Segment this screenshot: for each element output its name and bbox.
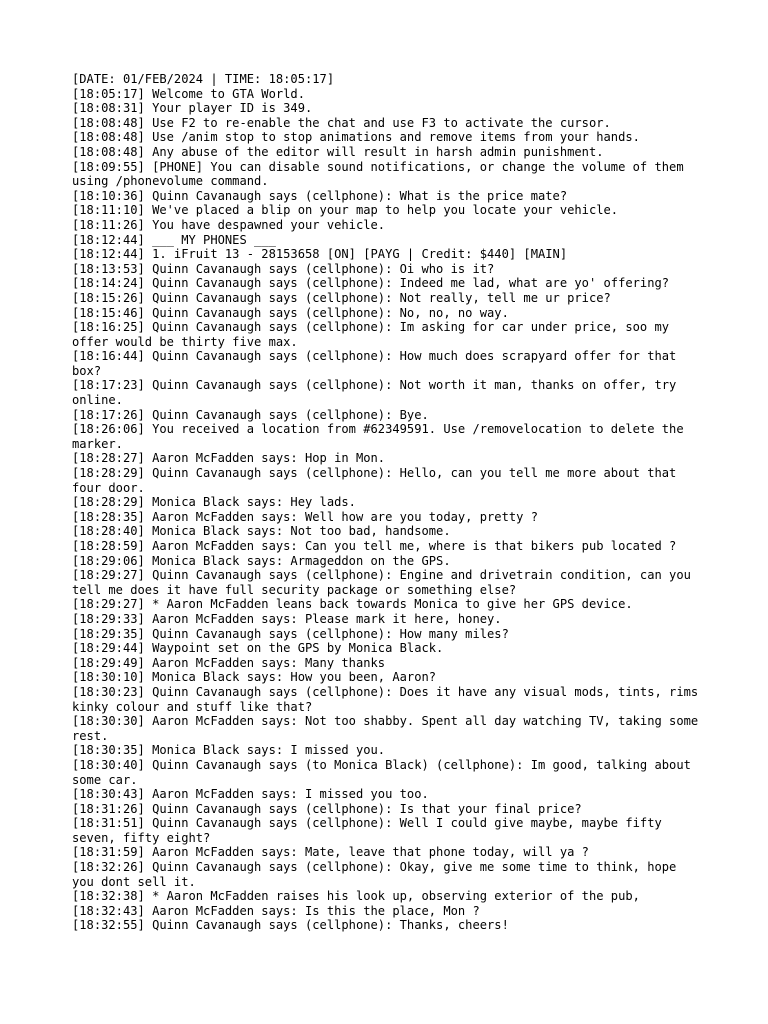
chat-line: [18:11:26] You have despawned your vehicle. (72, 217, 386, 232)
chat-log (72, 72, 702, 933)
chat-line: [18:10:36] Quinn Cavanaugh says (cellphone): What is the price mate? (72, 188, 568, 203)
chat-line: [18:30:43] Aaron McFadden says: I missed you too. (72, 787, 429, 802)
chat-line: [18:28:27] Aaron McFadden says: Hop in Mon. (72, 451, 386, 466)
chat-line: [DATE: 01/FEB/2024 | TIME: 18:05:17] (72, 72, 335, 86)
chat-line: [18:29:27] Quinn Cavanaugh says (cellphone): Engine and drivetrain condition, can you tell me does it have full security package or something else? (72, 568, 691, 597)
chat-line: [18:32:38] * Aaron McFadden raises his look up, observing exterior of the pub, (72, 889, 640, 904)
chat-line: [18:30:10] Monica Black says: How you been, Aaron? (72, 670, 437, 685)
chat-line: [18:14:24] Quinn Cavanaugh says (cellphone): Indeed me lad, what are yo' offering? (72, 276, 670, 291)
chat-line: [18:13:53] Quinn Cavanaugh says (cellphone): Oi who is it? (72, 261, 495, 276)
chat-line: [18:28:35] Aaron McFadden says: Well how are you today, pretty ? (72, 509, 538, 524)
chat-line: [18:29:06] Monica Black says: Armageddon on the GPS. (72, 553, 451, 568)
chat-line: [18:29:35] Quinn Cavanaugh says (cellphone): How many miles? (72, 626, 509, 641)
chat-line: [18:32:26] Quinn Cavanaugh says (cellphone): Okay, give me some time to think, hope you dont sell it. (72, 860, 677, 889)
chat-line: [18:28:59] Aaron McFadden says: Can you tell me, where is that bikers pub located ? (72, 539, 677, 553)
chat-line: [18:17:23] Quinn Cavanaugh says (cellphone): Not worth it man, thanks on offer, try online. (72, 378, 677, 408)
chat-line: [18:08:48] Any abuse of the editor will result in harsh admin punishment. (72, 144, 604, 159)
chat-line: [18:12:44] ___ MY PHONES ___ (72, 232, 276, 247)
chat-line: [18:09:55] [PHONE] You can disable sound notifications, or change the volume of them using /phonevolume command. (72, 159, 684, 189)
chat-line: [18:29:27] * Aaron McFadden leans back towards Monica to give her GPS device. (72, 597, 633, 612)
chat-line: [18:26:06] You received a location from #62349591. Use /removelocation to delete the marker. (72, 422, 684, 451)
chat-line: [18:31:59] Aaron McFadden says: Mate, leave that phone today, will ya ? (72, 845, 589, 860)
chat-line: [18:29:33] Aaron McFadden says: Please mark it here, honey. (72, 611, 502, 626)
chat-line: [18:31:26] Quinn Cavanaugh says (cellphone): Is that your final price? (72, 801, 582, 816)
chat-line: [18:16:25] Quinn Cavanaugh says (cellphone): Im asking for car under price, soo my offer would be thirty five max. (72, 320, 670, 349)
chat-line: [18:30:40] Quinn Cavanaugh says (to Monica Black) (cellphone): Im good, talking about some car. (72, 757, 691, 787)
chat-line: [18:29:44] Waypoint set on the GPS by Monica Black. (72, 641, 444, 656)
chat-line: [18:30:35] Monica Black says: I missed you. (72, 743, 386, 758)
chat-line: [18:15:26] Quinn Cavanaugh says (cellphone): Not really, tell me ur price? (72, 290, 611, 305)
chat-line: [18:29:49] Aaron McFadden says: Many thanks (72, 655, 386, 670)
chat-line: [18:28:40] Monica Black says: Not too bad, handsome. (72, 524, 451, 539)
chat-line: [18:05:17] Welcome to GTA World. (72, 86, 305, 101)
chat-line: [18:28:29] Quinn Cavanaugh says (cellphone): Hello, can you tell me more about that four door. (72, 466, 677, 495)
chat-line: [18:32:55] Quinn Cavanaugh says (cellphone): Thanks, cheers! (72, 918, 509, 933)
chat-line: [18:28:29] Monica Black says: Hey lads. (72, 495, 356, 510)
chat-line: [18:11:10] We've placed a blip on your map to help you locate your vehicle. (72, 203, 619, 218)
chat-line: [18:30:30] Aaron McFadden says: Not too shabby. Spent all day watching TV, taking some rest. (72, 714, 699, 743)
chat-line: [18:08:48] Use /anim stop to stop animations and remove items from your hands. (72, 130, 640, 145)
chat-line: [18:12:44] 1. iFruit 13 - 28153658 [ON] [PAYG | Credit: $440] [MAIN] (72, 247, 568, 262)
chat-line: [18:30:23] Quinn Cavanaugh says (cellphone): Does it have any visual mods, tints, rims kinky colour and stuff like that? (72, 684, 699, 714)
chat-line: [18:17:26] Quinn Cavanaugh says (cellphone): Bye. (72, 407, 429, 422)
chat-line: [18:31:51] Quinn Cavanaugh says (cellphone): Well I could give maybe, maybe fifty seven, fifty eight? (72, 816, 662, 845)
chat-line: [18:15:46] Quinn Cavanaugh says (cellphone): No, no, no way. (72, 305, 509, 320)
chat-line: [18:08:31] Your player ID is 349. (72, 101, 313, 116)
chat-line: [18:08:48] Use F2 to re-enable the chat and use F3 to activate the cursor. (72, 115, 611, 130)
chat-line: [18:16:44] Quinn Cavanaugh says (cellphone): How much does scrapyard offer for that box? (72, 349, 677, 378)
chat-line: [18:32:43] Aaron McFadden says: Is this the place, Mon ? (72, 903, 480, 918)
